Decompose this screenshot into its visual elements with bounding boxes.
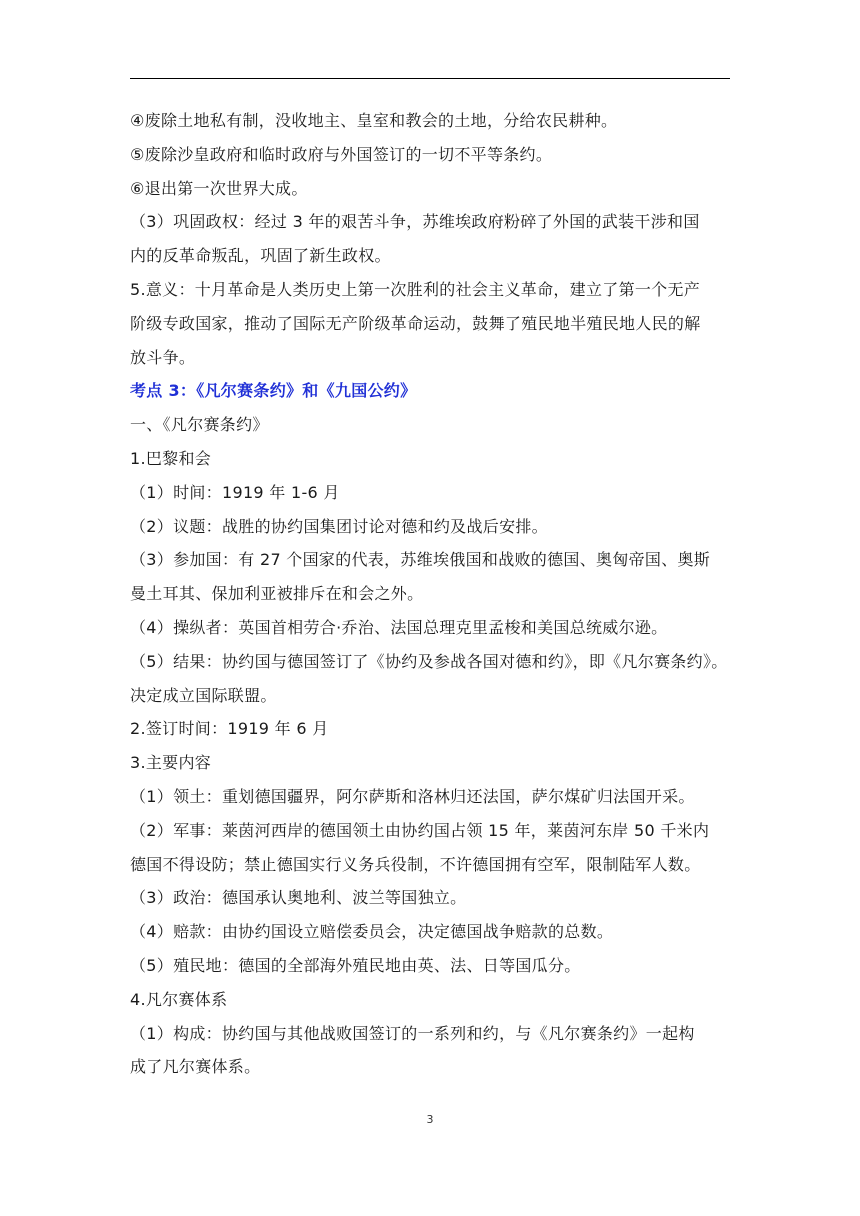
text-line: 成了凡尔赛体系。 [130,1057,261,1077]
text-line: 决定成立国际联盟。 [130,685,277,705]
text-line: 2.签订时间：1919 年 6 月 [130,719,329,739]
text-line: 阶级专政国家，推动了国际无产阶级革命运动，鼓舞了殖民地半殖民地人民的解 [130,313,701,333]
text-line: （5）殖民地：德国的全部海外殖民地由英、法、日等国瓜分。 [130,955,581,975]
subsection-title: 一、《凡尔赛条约》 [130,415,269,435]
text-line: （3）巩固政权：经过 3 年的艰苦斗争，苏维埃政府粉碎了外国的武装干涉和国 [130,212,700,232]
text-line: 4.凡尔赛体系 [130,989,228,1009]
text-line: ⑥退出第一次世界大成。 [130,178,308,198]
text-line: 3.主要内容 [130,753,212,773]
text-line: （1）领土：重划德国疆界，阿尔萨斯和洛林归还法国，萨尔煤矿归法国开采。 [130,786,695,806]
text-line: 1.巴黎和会 [130,448,212,468]
text-line: （3）参加国：有 27 个国家的代表，苏维埃俄国和战败的德国、奥匈帝国、奥斯 [130,550,711,570]
text-line: （2）议题：战胜的协约国集团讨论对德和约及战后安排。 [130,516,548,536]
text-line: 德国不得设防；禁止德国实行义务兵役制，不许德国拥有空军，限制陆军人数。 [130,854,701,874]
text-line: 曼土耳其、保加利亚被排斥在和会之外。 [130,584,424,604]
text-line: （2）军事：莱茵河西岸的德国领土由协约国占领 15 年，莱茵河东岸 50 千米内 [130,820,710,840]
text-line: （4）赔款：由协约国设立赔偿委员会，决定德国战争赔款的总数。 [130,922,614,942]
text-line: ⑤废除沙皇政府和临时政府与外国签订的一切不平等条约。 [130,144,553,164]
text-line: ④废除土地私有制，没收地主、皇室和教会的土地，分给农民耕种。 [130,111,618,130]
page-number: 3 [426,1113,434,1126]
text-line: （5）结果：协约国与德国签订了《协约及参战各国对德和约》，即《凡尔赛条约》。 [130,651,728,671]
section-heading: 考点 3：《凡尔赛条约》和《九国公约》 [130,381,417,401]
text-line: （3）政治：德国承认奥地利、波兰等国独立。 [130,888,467,908]
text-line: 内的反革命叛乱，巩固了新生政权。 [130,246,391,266]
header-rule [130,78,730,79]
text-line: 5.意义：十月革命是人类历史上第一次胜利的社会主义革命，建立了第一个无产 [130,279,701,299]
text-line: 放斗争。 [130,347,196,367]
text-line: （4）操纵者：英国首相劳合·乔治、法国总理克里孟梭和美国总统威尔逊。 [130,617,668,637]
document-body [130,104,734,1084]
text-line: （1）构成：协约国与其他战败国签订的一系列和约，与《凡尔赛条约》一起构 [130,1023,695,1043]
text-line: （1）时间：1919 年 1-6 月 [130,482,340,502]
